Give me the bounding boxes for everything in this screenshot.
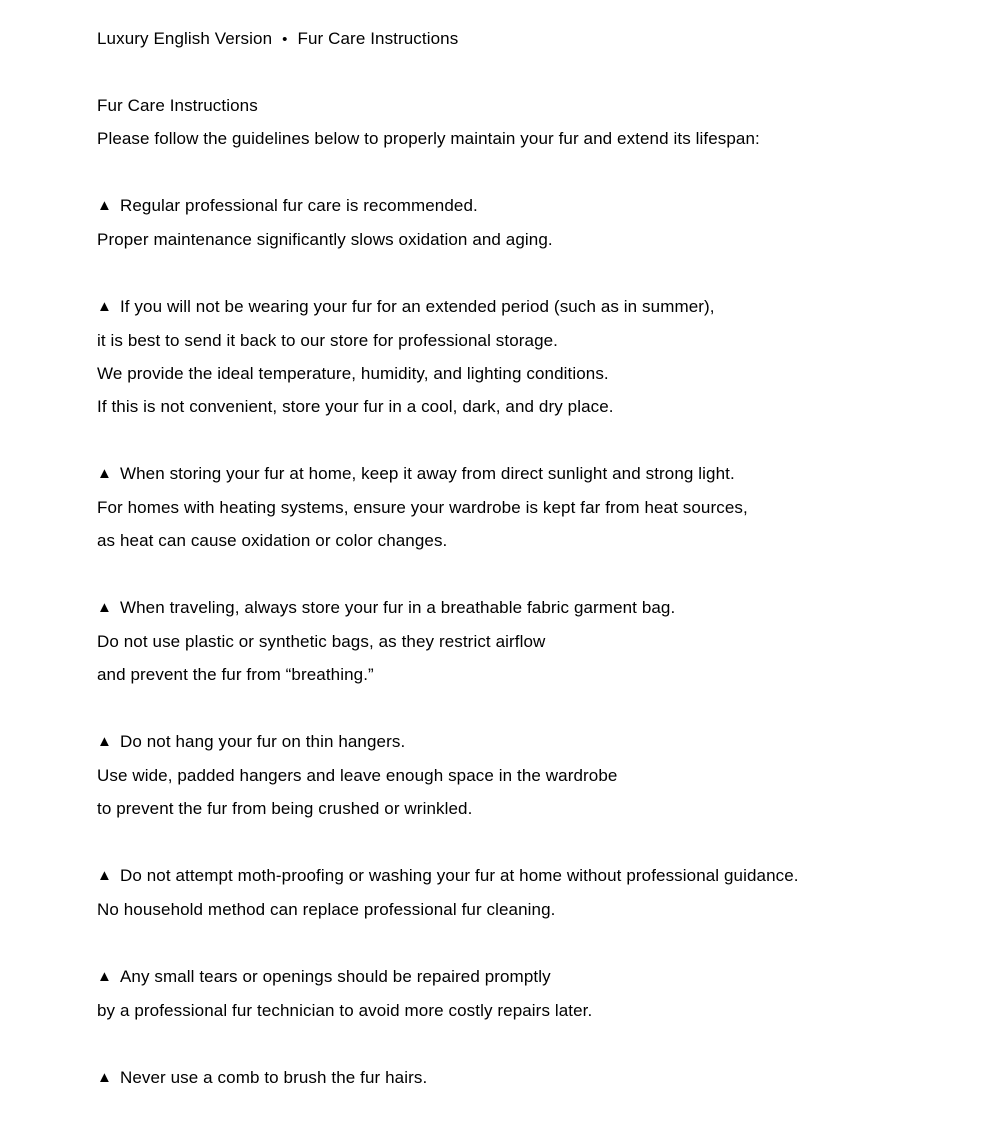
breadcrumb-title: Fur Care Instructions: [297, 29, 459, 48]
triangle-bullet-icon: ▲: [97, 599, 112, 616]
instruction-line: [97, 960, 970, 994]
instruction-line: to prevent the fur from being crushed or wrinkled.: [97, 799, 473, 818]
instruction-line: it is best to send it back to our store for professional storage.: [97, 331, 559, 350]
instruction-line: [97, 725, 970, 759]
care-section-traveling: [97, 591, 970, 691]
instruction-text: Do not attempt moth-proofing or washing your fur at home without professional guidance.: [119, 866, 799, 885]
care-section-moth-proofing: [97, 859, 970, 926]
instruction-line: [97, 290, 970, 324]
triangle-bullet-icon: ▲: [97, 867, 112, 884]
instruction-line: [97, 457, 970, 491]
instruction-text: Never use a comb to brush the fur hairs.: [119, 1068, 428, 1087]
breadcrumb: [97, 22, 970, 56]
triangle-bullet-icon: ▲: [97, 968, 112, 985]
care-section-home-storage: [97, 457, 970, 557]
instruction-text: Regular professional fur care is recommended.: [119, 196, 478, 215]
intro-text: Please follow the guidelines below to properly maintain your fur and extend its lifespan:: [97, 129, 760, 148]
care-section-repairs: [97, 960, 970, 1027]
instruction-text: Do not hang your fur on thin hangers.: [119, 732, 406, 751]
care-section-professional-care: [97, 189, 970, 256]
triangle-bullet-icon: ▲: [97, 733, 112, 750]
triangle-bullet-icon: ▲: [97, 465, 112, 482]
instruction-line: [97, 859, 970, 893]
instruction-text: If you will not be wearing your fur for an extended period (such as in summer),: [119, 297, 715, 316]
instruction-text: When traveling, always store your fur in a breathable fabric garment bag.: [119, 598, 676, 617]
instruction-line: [97, 591, 970, 625]
instruction-line: Do not use plastic or synthetic bags, as they restrict airflow: [97, 632, 546, 651]
breadcrumb-prefix: Luxury English Version: [97, 29, 273, 48]
triangle-bullet-icon: ▲: [97, 1069, 112, 1086]
dot-separator-icon: •: [282, 31, 288, 48]
care-section-combing: [97, 1061, 970, 1095]
page-title: Fur Care Instructions: [97, 96, 258, 115]
instruction-text: When storing your fur at home, keep it away from direct sunlight and strong light.: [119, 464, 735, 483]
instruction-line: Use wide, padded hangers and leave enough space in the wardrobe: [97, 766, 618, 785]
instruction-line: and prevent the fur from “breathing.”: [97, 665, 374, 684]
instruction-text: Any small tears or openings should be repaired promptly: [119, 967, 551, 986]
instruction-line: Proper maintenance significantly slows oxidation and aging.: [97, 230, 553, 249]
triangle-bullet-icon: ▲: [97, 298, 112, 315]
instruction-line: [97, 1061, 970, 1095]
instruction-line: [97, 189, 970, 223]
instruction-line: as heat can cause oxidation or color changes.: [97, 531, 448, 550]
care-section-storage: [97, 290, 970, 423]
triangle-bullet-icon: ▲: [97, 197, 112, 214]
care-section-hangers: [97, 725, 970, 825]
instruction-line: For homes with heating systems, ensure your wardrobe is kept far from heat sources,: [97, 498, 748, 517]
instruction-line: No household method can replace professional fur cleaning.: [97, 900, 556, 919]
instruction-line: by a professional fur technician to avoid more costly repairs later.: [97, 1001, 593, 1020]
instruction-line: If this is not convenient, store your fur in a cool, dark, and dry place.: [97, 397, 614, 416]
instruction-line: We provide the ideal temperature, humidity, and lighting conditions.: [97, 364, 609, 383]
